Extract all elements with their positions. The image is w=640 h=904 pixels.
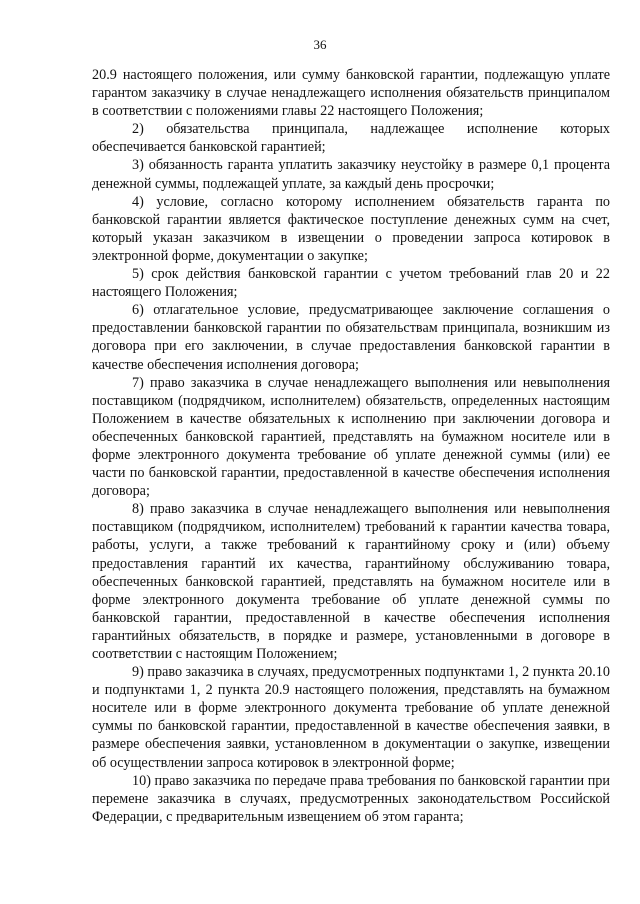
paragraph-item-2: 2) обязательства принципала, надлежащее исполнение которых обеспечивается банковской гарантией; bbox=[92, 121, 610, 156]
paragraph-item-6: 6) отлагательное условие, предусматривающее заключение соглашения о предоставлении банковской гарантии по обязательствам принципала, возникшим из договора при его заключении, в случае предоставления банковской гарантии в качестве обеспечения исполнения договора; bbox=[92, 302, 610, 373]
page-number: 36 bbox=[313, 37, 327, 52]
paragraph-item-3: 3) обязанность гаранта уплатить заказчику неустойку в размере 0,1 процента денежной суммы, подлежащей уплате, за каждый день просрочки; bbox=[92, 157, 610, 192]
paragraph-continuation: 20.9 настоящего положения, или сумму банковской гарантии, подлежащую уплате гарантом заказчику в случае ненадлежащего исполнения обязательств принципалом в соответствии с положениями главы 22 настоящего Положения; bbox=[92, 67, 610, 120]
paragraph-item-7: 7) право заказчика в случае ненадлежащего выполнения или невыполнения поставщиком (подрядчиком, исполнителем) обязательств, определенных настоящим Положением в качестве обязательных к исполнению при заключении договора и обеспеченных банковской гарантией, представлять на бумажном носителе или в форме электронного документа требование об уплате денежной суммы (или) ее части по банковской гарантии, предоставленной в качестве обеспечения исполнения договора; bbox=[92, 374, 610, 500]
paragraph-item-8: 8) право заказчика в случае ненадлежащего выполнения или невыполнения поставщиком (подрядчиком, исполнителем) требований к гарантии качества товара, работы, услуги, а также требований к гарантийному сроку и (или) объему предоставления гарантий их качества, гарантийному обслуживанию товара, обеспеченных банковской гарантией, представлять на бумажном носителе или в форме электронного документа требование об уплате денежной суммы по банковской гарантии, предоставленной в качестве обеспечения исполнения гарантийных обязательств, в порядке и размере, установленными в договоре в соответствии с настоящим Положением; bbox=[92, 501, 610, 662]
paragraph-item-4: 4) условие, согласно которому исполнением обязательств гаранта по банковской гарантии является фактическое поступление денежных сумм на счет, который указан заказчиком в извещении о проведении запроса котировок в электронной форме, документации о закупке; bbox=[92, 193, 610, 264]
paragraph-item-5: 5) срок действия банковской гарантии с учетом требований глав 20 и 22 настоящего Положения; bbox=[92, 266, 610, 301]
paragraph-item-10: 10) право заказчика по передаче права требования по банковской гарантии при перемене заказчика в случаях, предусмотренных законодательством Российской Федерации, с предварительным извещением об этом гаранта; bbox=[92, 772, 610, 825]
document-body bbox=[92, 66, 610, 826]
paragraph-item-9: 9) право заказчика в случаях, предусмотренных подпунктами 1, 2 пункта 20.10 и подпунктами 1, 2 пункта 20.9 настоящего положения, представлять на бумажном носителе или в форме электронного документа требование об уплате денежной суммы по банковской гарантии, предоставленной в качестве обеспечения заявки, в размере обеспечения заявки, установленном в документации о закупке, извещении об осуществлении запроса котировок в электронной форме; bbox=[92, 664, 610, 771]
